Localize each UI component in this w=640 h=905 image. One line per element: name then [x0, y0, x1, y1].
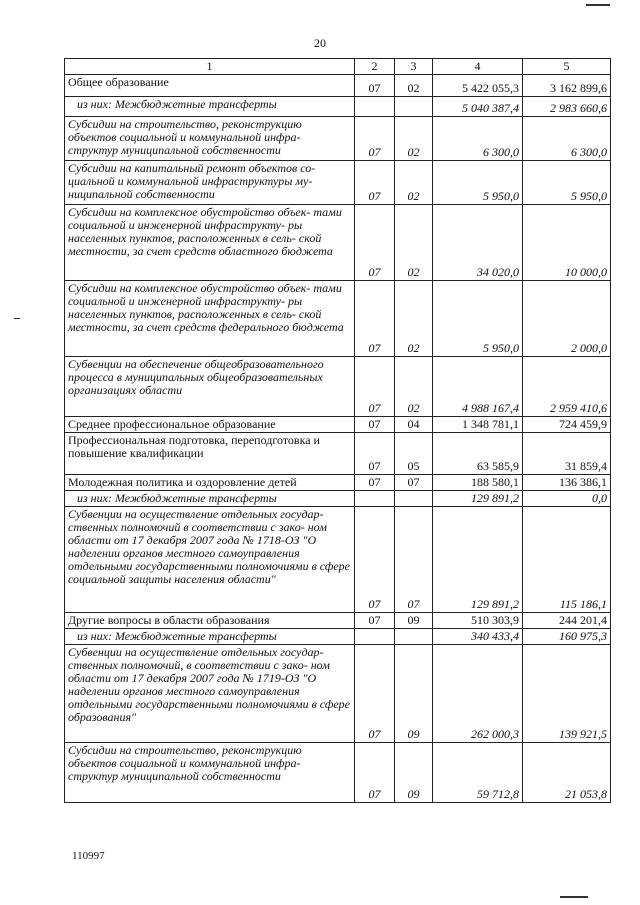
row-label: Субвенции на осуществление отдельных государ- ственных полномочий, в соответствии с зако- ном области от 17 декабря 2007 года № 1719-ОЗ "О наделении органов местного самоуправления отдельными государственными полномочиями в сфере образования" [65, 645, 355, 743]
plan-amount: 34 020,0 [433, 205, 523, 281]
section-code: 07 [355, 475, 395, 491]
actual-amount: 136 386,1 [523, 475, 611, 491]
subsection-code: 02 [395, 117, 433, 161]
header-col-4: 4 [433, 59, 523, 75]
row-label: из них: Межбюджетные трансферты [65, 491, 355, 507]
header-col-5: 5 [523, 59, 611, 75]
section-code [355, 629, 395, 645]
section-code: 07 [355, 613, 395, 629]
plan-amount: 5 950,0 [433, 281, 523, 357]
scan-mark-left [14, 318, 20, 319]
section-code: 07 [355, 645, 395, 743]
actual-amount: 2 959 410,6 [523, 357, 611, 417]
plan-amount: 129 891,2 [433, 491, 523, 507]
actual-amount: 244 201,4 [523, 613, 611, 629]
subsection-code [395, 629, 433, 645]
actual-amount: 0,0 [523, 491, 611, 507]
subsection-code: 04 [395, 417, 433, 433]
row-label: Общее образование [65, 75, 355, 97]
page-number: 20 [314, 36, 326, 50]
plan-amount: 5 950,0 [433, 161, 523, 205]
section-code [355, 491, 395, 507]
section-code: 07 [355, 205, 395, 281]
table-row [65, 205, 611, 281]
row-label: Субсидии на капитальный ремонт объектов со- циальной и коммунальной инфраструктуры му- ниципальной собственности [65, 161, 355, 205]
section-code: 07 [355, 117, 395, 161]
plan-amount: 129 891,2 [433, 507, 523, 613]
header-col-3: 3 [395, 59, 433, 75]
table-row [65, 743, 611, 803]
actual-amount: 21 053,8 [523, 743, 611, 803]
actual-amount: 5 950,0 [523, 161, 611, 205]
subsection-code: 05 [395, 433, 433, 475]
plan-amount: 1 348 781,1 [433, 417, 523, 433]
table-row [65, 281, 611, 357]
table-row [65, 645, 611, 743]
plan-amount: 5 422 055,3 [433, 75, 523, 97]
plan-amount: 4 988 167,4 [433, 357, 523, 417]
subsection-code: 02 [395, 161, 433, 205]
section-code: 07 [355, 281, 395, 357]
row-label: из них: Межбюджетные трансферты [65, 629, 355, 645]
actual-amount: 10 000,0 [523, 205, 611, 281]
table-row [65, 433, 611, 475]
table-row [65, 507, 611, 613]
row-label: Другие вопросы в области образования [65, 613, 355, 629]
row-label: из них: Межбюджетные трансферты [65, 97, 355, 117]
subsection-code: 02 [395, 281, 433, 357]
actual-amount: 31 859,4 [523, 433, 611, 475]
table-row [65, 75, 611, 97]
row-label: Субсидии на комплексное обустройство объек- тами социальной и инженерной инфраструкту- ры населенных пунктов, расположенных в сель- ской местности, за счет средств областного бюджета [65, 205, 355, 281]
plan-amount: 63 585,9 [433, 433, 523, 475]
plan-amount: 6 300,0 [433, 117, 523, 161]
row-label: Субсидии на строительство, реконструкцию объектов социальной и коммунальной инфра- структур муниципальной собственности [65, 117, 355, 161]
section-code: 07 [355, 357, 395, 417]
row-label: Молодежная политика и оздоровление детей [65, 475, 355, 491]
plan-amount: 262 000,3 [433, 645, 523, 743]
actual-amount: 2 000,0 [523, 281, 611, 357]
scan-mark-bottom [560, 896, 588, 898]
subsection-code: 07 [395, 507, 433, 613]
section-code [355, 97, 395, 117]
row-label: Субсидии на комплексное обустройство объек- тами социальной и инженерной инфраструкту- ры населенных пунктов, расположенных в сель- ской местности, за счет средств федерального бюджета [65, 281, 355, 357]
actual-amount: 2 983 660,6 [523, 97, 611, 117]
header-col-2: 2 [355, 59, 395, 75]
subsection-code: 09 [395, 613, 433, 629]
header-col-1: 1 [65, 59, 355, 75]
row-label: Субсидии на строительство, реконструкцию объектов социальной и коммунальной инфра- структур муниципальной собственности [65, 743, 355, 803]
subsection-code: 02 [395, 75, 433, 97]
plan-amount: 59 712,8 [433, 743, 523, 803]
subsection-code: 09 [395, 645, 433, 743]
section-code: 07 [355, 75, 395, 97]
budget-table [64, 58, 610, 803]
actual-amount: 160 975,3 [523, 629, 611, 645]
actual-amount: 3 162 899,6 [523, 75, 611, 97]
subsection-code: 09 [395, 743, 433, 803]
table-row [65, 491, 611, 507]
table-body [65, 75, 611, 803]
row-label: Профессиональная подготовка, переподготовка и повышение квалификации [65, 433, 355, 475]
actual-amount: 115 186,1 [523, 507, 611, 613]
section-code: 07 [355, 743, 395, 803]
plan-amount: 340 433,4 [433, 629, 523, 645]
table-row [65, 357, 611, 417]
section-code: 07 [355, 161, 395, 205]
table-header-row [65, 59, 611, 75]
row-label: Субвенции на обеспечение общеобразовательного процесса в муниципальных общеобразовательных организациях области [65, 357, 355, 417]
subsection-code: 02 [395, 357, 433, 417]
section-code: 07 [355, 433, 395, 475]
table-row [65, 475, 611, 491]
row-label: Среднее профессиональное образование [65, 417, 355, 433]
actual-amount: 724 459,9 [523, 417, 611, 433]
row-label: Субвенции на осуществление отдельных государ- ственных полномочий в соответствии с зако- ном области от 17 декабря 2007 года № 1718-ОЗ "О наделении органов местного самоуправления отдельными государственными полномочиями в сфере социальной защиты населения области" [65, 507, 355, 613]
table-row [65, 161, 611, 205]
document-code: 110997 [72, 850, 105, 862]
section-code: 07 [355, 417, 395, 433]
subsection-code: 02 [395, 205, 433, 281]
plan-amount: 188 580,1 [433, 475, 523, 491]
plan-amount: 5 040 387,4 [433, 97, 523, 117]
table-row [65, 97, 611, 117]
actual-amount: 139 921,5 [523, 645, 611, 743]
table-row [65, 417, 611, 433]
section-code: 07 [355, 507, 395, 613]
table-row [65, 629, 611, 645]
plan-amount: 510 303,9 [433, 613, 523, 629]
scan-mark-top [586, 4, 610, 6]
subsection-code [395, 97, 433, 117]
table-row [65, 117, 611, 161]
subsection-code: 07 [395, 475, 433, 491]
subsection-code [395, 491, 433, 507]
actual-amount: 6 300,0 [523, 117, 611, 161]
table-row [65, 613, 611, 629]
